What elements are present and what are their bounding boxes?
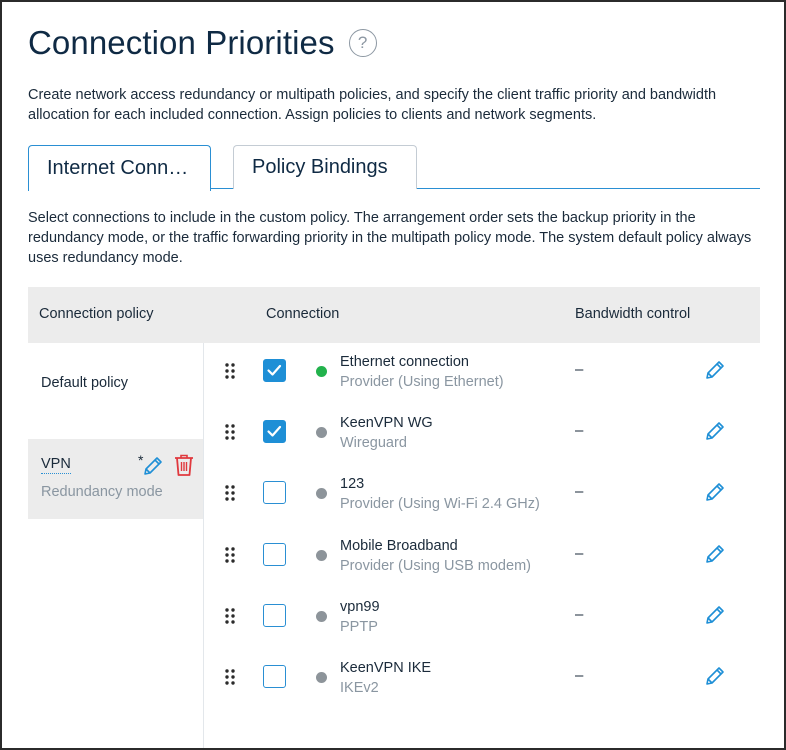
connection-name: vpn99 xyxy=(340,598,380,615)
bandwidth-value: – xyxy=(575,544,584,562)
drag-handle-icon[interactable] xyxy=(224,362,236,380)
header-connection: Connection xyxy=(266,306,340,322)
title-row xyxy=(28,24,377,62)
status-dot xyxy=(316,427,327,438)
policy-name[interactable]: VPN xyxy=(41,456,71,472)
edit-bandwidth-button[interactable] xyxy=(704,481,726,503)
trash-icon xyxy=(173,453,195,477)
connection-row xyxy=(204,588,760,649)
pencil-icon xyxy=(704,481,726,503)
connection-row xyxy=(204,527,760,588)
connection-subtitle: PPTP xyxy=(340,618,378,635)
policy-list xyxy=(28,343,203,748)
policy-name: Default policy xyxy=(41,375,129,391)
edit-bandwidth-button[interactable] xyxy=(704,543,726,565)
edit-policy-button[interactable] xyxy=(138,452,164,477)
connection-name: Mobile Broadband xyxy=(340,537,458,554)
policy-description: Select connections to include in the custom policy. The arrangement order sets the backup priority in the redundancy mode, or the traffic forwarding priority in the multipath policy mode. The system default policy always uses redundancy mode. xyxy=(28,210,752,266)
question-circle-icon[interactable]: ? xyxy=(349,29,377,57)
connection-subtitle: IKEv2 xyxy=(340,680,379,696)
modified-marker: * xyxy=(138,452,144,468)
connection-row xyxy=(204,343,760,404)
connection-subtitle: Wireguard xyxy=(340,435,407,452)
drag-handle-icon[interactable] xyxy=(224,668,236,686)
drag-handle-icon[interactable] xyxy=(224,607,236,625)
pencil-icon xyxy=(704,420,726,442)
connection-subtitle: Provider (Using USB modem) xyxy=(340,557,531,574)
tab-bar xyxy=(28,145,760,189)
connection-name: 123 xyxy=(340,476,365,493)
pencil-icon xyxy=(704,604,726,626)
checkmark-icon xyxy=(266,423,282,439)
bandwidth-value: – xyxy=(575,483,584,501)
policy-item-vpn[interactable] xyxy=(28,439,203,519)
include-connection-checkbox[interactable] xyxy=(263,665,286,688)
pencil-icon xyxy=(142,455,164,477)
delete-policy-button[interactable] xyxy=(173,453,195,477)
checkmark-icon xyxy=(266,362,282,378)
drag-handle-icon[interactable] xyxy=(224,484,236,502)
drag-handle-icon[interactable] xyxy=(224,546,236,564)
status-dot xyxy=(316,366,327,377)
connection-name: KeenVPN IKE xyxy=(340,660,432,676)
table-header xyxy=(28,287,760,343)
include-connection-checkbox[interactable] xyxy=(263,481,286,504)
pencil-icon xyxy=(704,359,726,381)
include-connection-checkbox[interactable] xyxy=(263,543,286,566)
connection-name: Ethernet connection xyxy=(340,354,469,370)
page-title: Connection Priorities xyxy=(28,24,335,61)
tab-internet-connections[interactable]: Internet Conn… xyxy=(28,145,211,191)
tab-policy-bindings[interactable]: Policy Bindings xyxy=(233,145,417,189)
drag-handle-icon[interactable] xyxy=(224,423,236,441)
edit-bandwidth-button[interactable] xyxy=(704,665,726,687)
header-connection-policy: Connection policy xyxy=(39,306,154,322)
include-connection-checkbox[interactable] xyxy=(263,604,286,627)
policy-item-default[interactable] xyxy=(28,343,203,423)
pencil-icon xyxy=(704,543,726,565)
policy-mode: Redundancy mode xyxy=(41,484,163,500)
connection-row xyxy=(204,465,760,526)
edit-bandwidth-button[interactable] xyxy=(704,359,726,381)
status-dot xyxy=(316,672,327,683)
pencil-icon xyxy=(704,665,726,687)
bandwidth-value: – xyxy=(575,422,584,440)
include-connection-checkbox[interactable] xyxy=(263,359,286,382)
bandwidth-value: – xyxy=(575,361,584,378)
connection-subtitle: Provider (Using Wi-Fi 2.4 GHz) xyxy=(340,496,540,513)
connection-row xyxy=(204,404,760,465)
include-connection-checkbox[interactable] xyxy=(263,420,286,443)
status-dot xyxy=(316,488,327,499)
edit-bandwidth-button[interactable] xyxy=(704,420,726,442)
bandwidth-value: – xyxy=(575,667,584,684)
status-dot xyxy=(316,611,327,622)
bandwidth-value: – xyxy=(575,605,584,623)
status-dot xyxy=(316,550,327,561)
edit-bandwidth-button[interactable] xyxy=(704,604,726,626)
page-intro: Create network access redundancy or multipath policies, and specify the client traffic priority and bandwidth allocation for each included connection. Assign policies to clients and network segments. xyxy=(28,87,717,123)
connection-row xyxy=(204,649,760,710)
header-bandwidth-control: Bandwidth control xyxy=(575,306,691,322)
connection-subtitle: Provider (Using Ethernet) xyxy=(340,374,504,390)
connection-name: KeenVPN WG xyxy=(340,415,433,432)
